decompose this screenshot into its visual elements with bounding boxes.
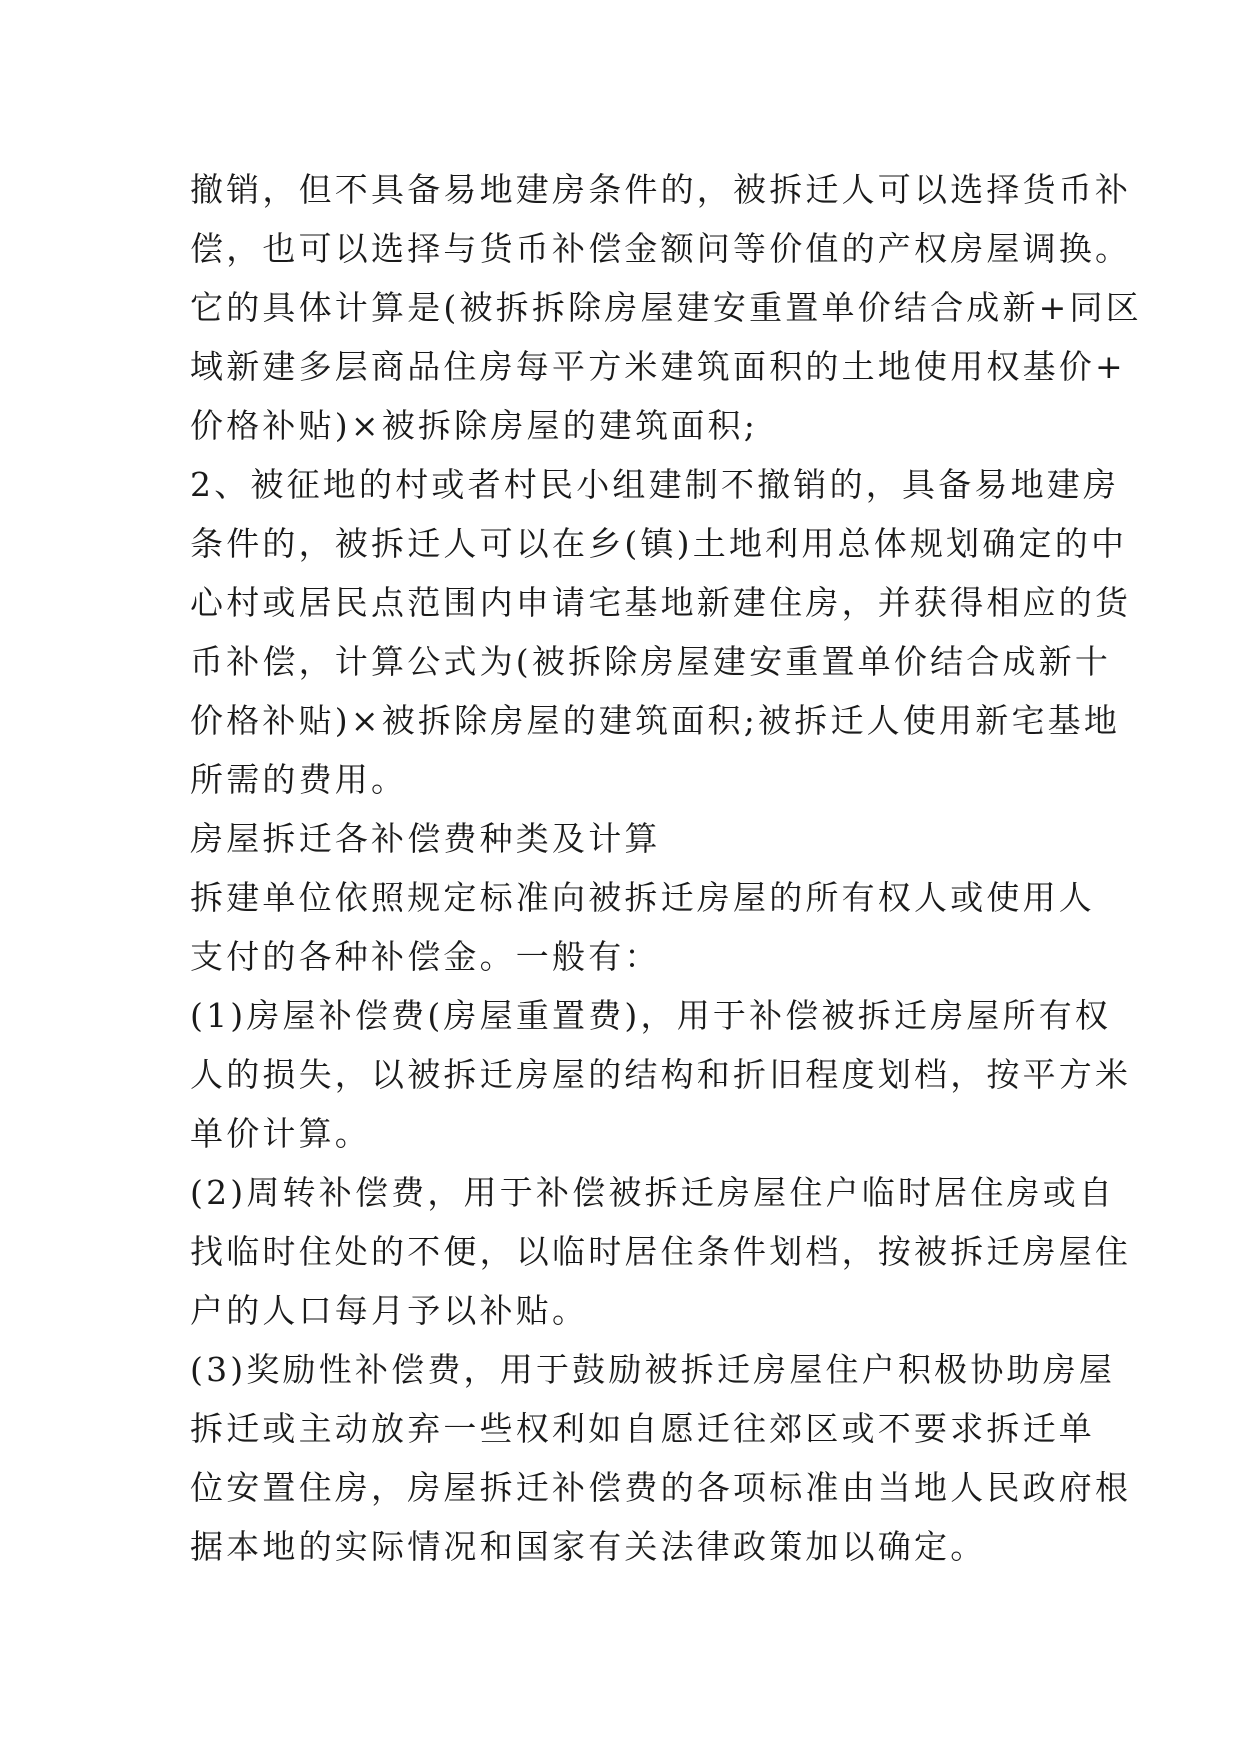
text-line: 域新建多层商品住房每平方米建筑面积的土地使用权基价+ [190,347,1126,386]
section-heading: 房屋拆迁各补偿费种类及计算 [190,819,661,858]
text-line: (2)周转补偿费，用于补偿被拆迁房屋住户临时居住房或自 [190,1173,1116,1212]
text-line: 支付的各种补偿金。一般有： [190,937,661,976]
text-line: 人的损失，以被拆迁房屋的结构和折旧程度划档，按平方米 [190,1055,1132,1094]
text-line: (3)奖励性补偿费，用于鼓励被拆迁房屋住户积极协助房屋 [190,1350,1116,1389]
text-line: 拆迁或主动放弃一些权利如自愿迁往郊区或不要求拆迁单 [190,1409,1095,1448]
document-body [190,160,1142,1576]
text-line: 2、被征地的村或者村民小组建制不撤销的，具备易地建房 [190,465,1120,504]
text-line: (1)房屋补偿费(房屋重置费)，用于补偿被拆迁房屋所有权 [190,996,1112,1035]
text-line: 找临时住处的不便，以临时居住条件划档，按被拆迁房屋住 [190,1232,1132,1271]
text-line: 价格补贴)×被拆除房屋的建筑面积;被拆迁人使用新宅基地 [190,701,1121,740]
text-line: 撤销，但不具备易地建房条件的，被拆迁人可以选择货币补 [190,170,1132,209]
text-line: 据本地的实际情况和国家有关法律政策加以确定。 [190,1527,987,1566]
text-line: 偿，也可以选择与货币补偿金额问等价值的产权房屋调换。 [190,229,1132,268]
text-line: 它的具体计算是(被拆拆除房屋建安重置单价结合成新+同区 [190,288,1142,327]
text-line: 拆建单位依照规定标准向被拆迁房屋的所有权人或使用人 [190,878,1095,917]
text-line: 单价计算。 [190,1114,371,1153]
text-line: 条件的，被拆迁人可以在乡(镇)土地利用总体规划确定的中 [190,524,1128,563]
text-line: 位安置住房，房屋拆迁补偿费的各项标准由当地人民政府根 [190,1468,1132,1507]
text-line: 心村或居民点范围内申请宅基地新建住房，并获得相应的货 [190,583,1132,622]
text-line: 价格补贴)×被拆除房屋的建筑面积; [190,406,759,445]
text-line: 户的人口每月予以补贴。 [190,1291,589,1330]
text-line: 所需的费用。 [190,760,408,799]
text-line: 币补偿，计算公式为(被拆除房屋建安重置单价结合成新十 [190,642,1112,681]
